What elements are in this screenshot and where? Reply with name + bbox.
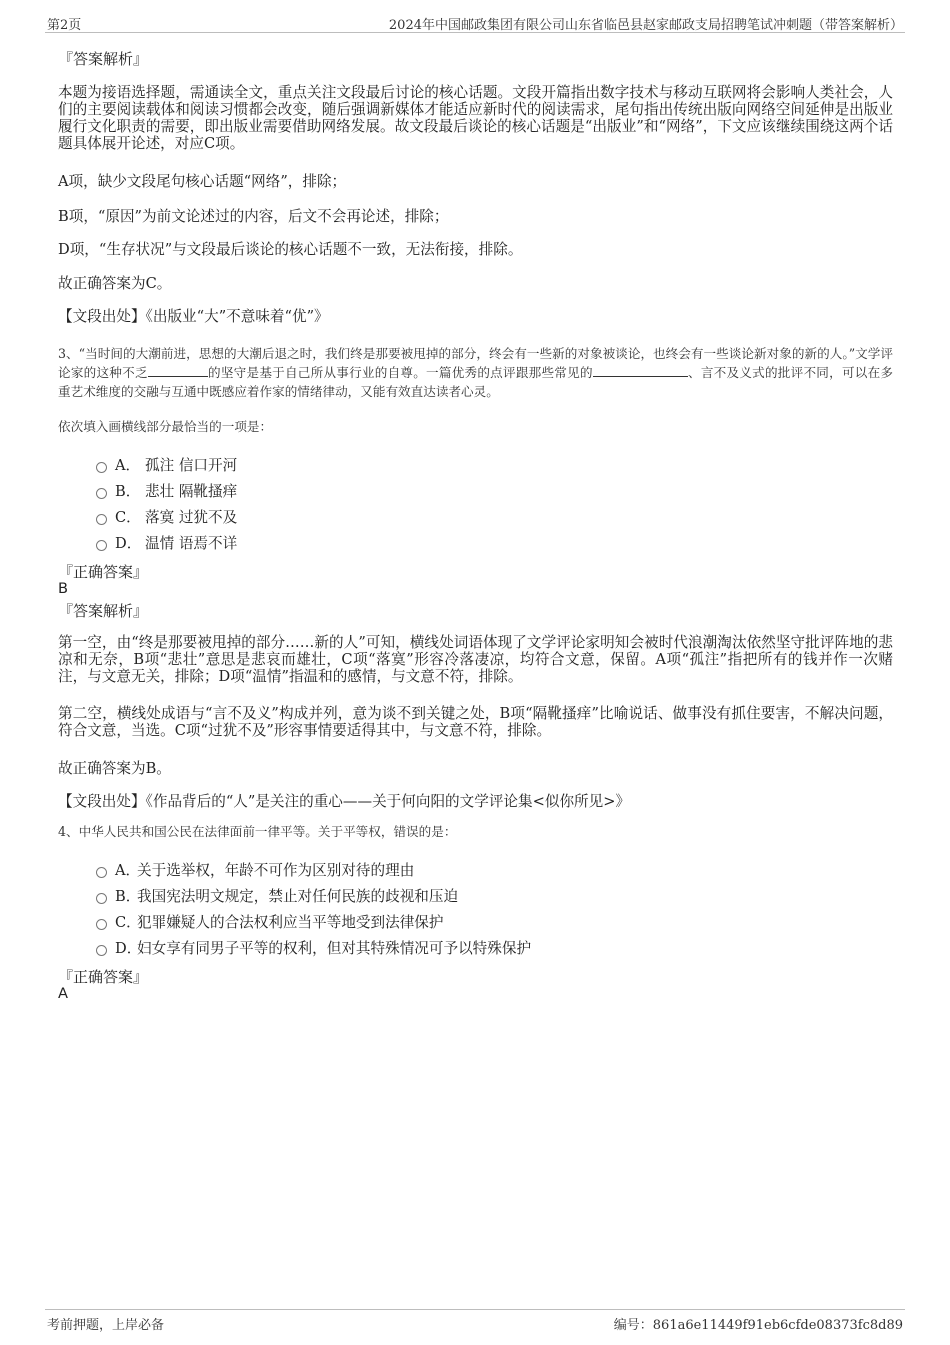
option-key: D． xyxy=(115,940,142,957)
option-text: 关于选举权，年龄不可作为区别对待的理由 xyxy=(137,862,415,879)
page-footer xyxy=(45,1309,905,1334)
q2-analysis-option-a: A项，缺少文段尾句核心话题“网络”，排除； xyxy=(58,173,347,190)
radio-icon[interactable] xyxy=(96,488,107,499)
q2-analysis-option-d: D项，“生存状况”与文段最后谈论的核心话题不一致，无法衔接，排除。 xyxy=(58,241,523,258)
q2-conclusion: 故正确答案为C。 xyxy=(58,275,172,292)
q3-instruction: 依次填入画横线部分最恰当的一项是： xyxy=(58,419,273,434)
option-key: B． xyxy=(115,888,141,905)
option-text: 妇女享有同男子平等的权利，但对其特殊情况可予以特殊保护 xyxy=(137,940,532,957)
q4-option-c[interactable] xyxy=(96,911,443,932)
q2-source: 【文段出处】《出版业“大”不意味着“优”》 xyxy=(58,308,329,325)
footer-slogan: 考前押题，上岸必备 xyxy=(47,1318,165,1333)
option-key: D． xyxy=(115,535,142,552)
option-text: 悲壮 隔靴搔痒 xyxy=(145,483,238,500)
radio-icon[interactable] xyxy=(96,945,107,956)
option-key: A． xyxy=(115,457,141,474)
document-title: 2024年中国邮政集团有限公司山东省临邑县赵家邮政支局招聘笔试冲刺题（带答案解析） xyxy=(388,18,903,33)
radio-icon[interactable] xyxy=(96,919,107,930)
option-text: 温情 语焉不详 xyxy=(145,535,238,552)
q3-stem-part2: 的坚守是基于自己所从事行业的自尊。一篇优秀的点评跟那些常见的 xyxy=(207,365,593,380)
radio-icon[interactable] xyxy=(96,540,107,551)
radio-icon[interactable] xyxy=(96,462,107,473)
q4-stem: 4、中华人民共和国公民在法律面前一律平等。关于平等权，错误的是： xyxy=(58,824,457,839)
q4-option-d[interactable] xyxy=(96,937,531,958)
option-key: B． xyxy=(115,483,141,500)
option-key: C． xyxy=(115,914,141,931)
q2-analysis-option-b: B项，“原因”为前文论述过的内容，后文不会再论述，排除； xyxy=(58,208,449,225)
option-key: A． xyxy=(115,862,141,879)
q3-stem-part1: 3、“当时间的大潮前进，思想的大潮后退之时，我们终是那要被甩掉的部分，终会有一些新的对象被谈论，也终会有一些谈论新对象的新的人。”文学评论家的这种不乏 xyxy=(58,346,893,380)
q4-option-b[interactable] xyxy=(96,885,458,906)
q3-answer: B xyxy=(58,580,69,597)
q3-option-b[interactable] xyxy=(96,480,237,501)
q3-stem xyxy=(58,344,893,401)
radio-icon[interactable] xyxy=(96,893,107,904)
q3-blank-1 xyxy=(148,364,208,377)
radio-icon[interactable] xyxy=(96,514,107,525)
option-text: 孤注 信口开河 xyxy=(145,457,238,474)
footer-serial-number: 编号：861a6e11449f91eb6cfde08373fc8d89 xyxy=(613,1318,903,1333)
q3-analysis-paragraph-2: 第二空，横线处成语与“言不及义”构成并列，意为谈不到关键之处，B项“隔靴搔痒”比喻说话、做事没有抓住要害，不解决问题，符合文意，当选。C项“过犹不及”形容事情要适得其中，与文意不符，排除。 xyxy=(58,705,893,739)
q3-option-c[interactable] xyxy=(96,506,237,527)
q3-source: 【文段出处】《作品背后的“人”是关注的重心——关于何向阳的文学评论集<似你所见>》 xyxy=(58,793,631,810)
q4-option-a[interactable] xyxy=(96,859,414,880)
q3-option-d[interactable] xyxy=(96,532,237,553)
q4-answer: A xyxy=(58,985,68,1002)
option-text: 我国宪法明文规定，禁止对任何民族的歧视和压迫 xyxy=(137,888,459,905)
q2-analysis-label: 『答案解析』 xyxy=(58,50,149,68)
q3-analysis-label: 『答案解析』 xyxy=(58,602,149,620)
option-text: 落寞 过犹不及 xyxy=(145,509,238,526)
q3-option-a[interactable] xyxy=(96,454,237,475)
q4-answer-label: 『正确答案』 xyxy=(58,968,149,986)
page-header xyxy=(45,12,905,33)
radio-icon[interactable] xyxy=(96,867,107,878)
q3-analysis-paragraph-1: 第一空，由“终是那要被甩掉的部分……新的人”可知，横线处词语体现了文学评论家明知会被时代浪潮淘汰依然坚守批评阵地的悲凉和无奈，B项“悲壮”意思是悲哀而雄壮，C项“落寞”形容冷落凄凉，均符合文意，保留。A项“孤注”指把所有的钱并作一次赌注，与文意无关，排除；D项“温情”指温和的感情，与文意不符，排除。 xyxy=(58,634,893,685)
q2-analysis-paragraph: 本题为接语选择题，需通读全文，重点关注文段最后讨论的核心话题。文段开篇指出数字技术与移动互联网将会影响人类社会，人们的主要阅读载体和阅读习惯都会改变，随后强调新媒体才能适应新时代的阅读需求，尾句指出传统出版向网络空间延伸是出版业履行文化职责的需要，即出版业需要借助网络发展。故文段最后谈论的核心话题是“出版业”和“网络”，下文应该继续围绕这两个话题具体展开论述，对应C项。 xyxy=(58,84,893,152)
q3-conclusion: 故正确答案为B。 xyxy=(58,760,171,777)
option-text: 犯罪嫌疑人的合法权利应当平等地受到法律保护 xyxy=(137,914,444,931)
page-number: 第2页 xyxy=(47,18,82,33)
q3-stem-part3: 、言不及义式的批评不同，可以在多重艺术维度的交融与互通中既感应着作家的情绪律动，又能有效直达读者心灵。 xyxy=(58,365,894,399)
q3-answer-label: 『正确答案』 xyxy=(58,563,149,581)
option-key: C． xyxy=(115,509,141,526)
q3-blank-2 xyxy=(593,364,688,377)
